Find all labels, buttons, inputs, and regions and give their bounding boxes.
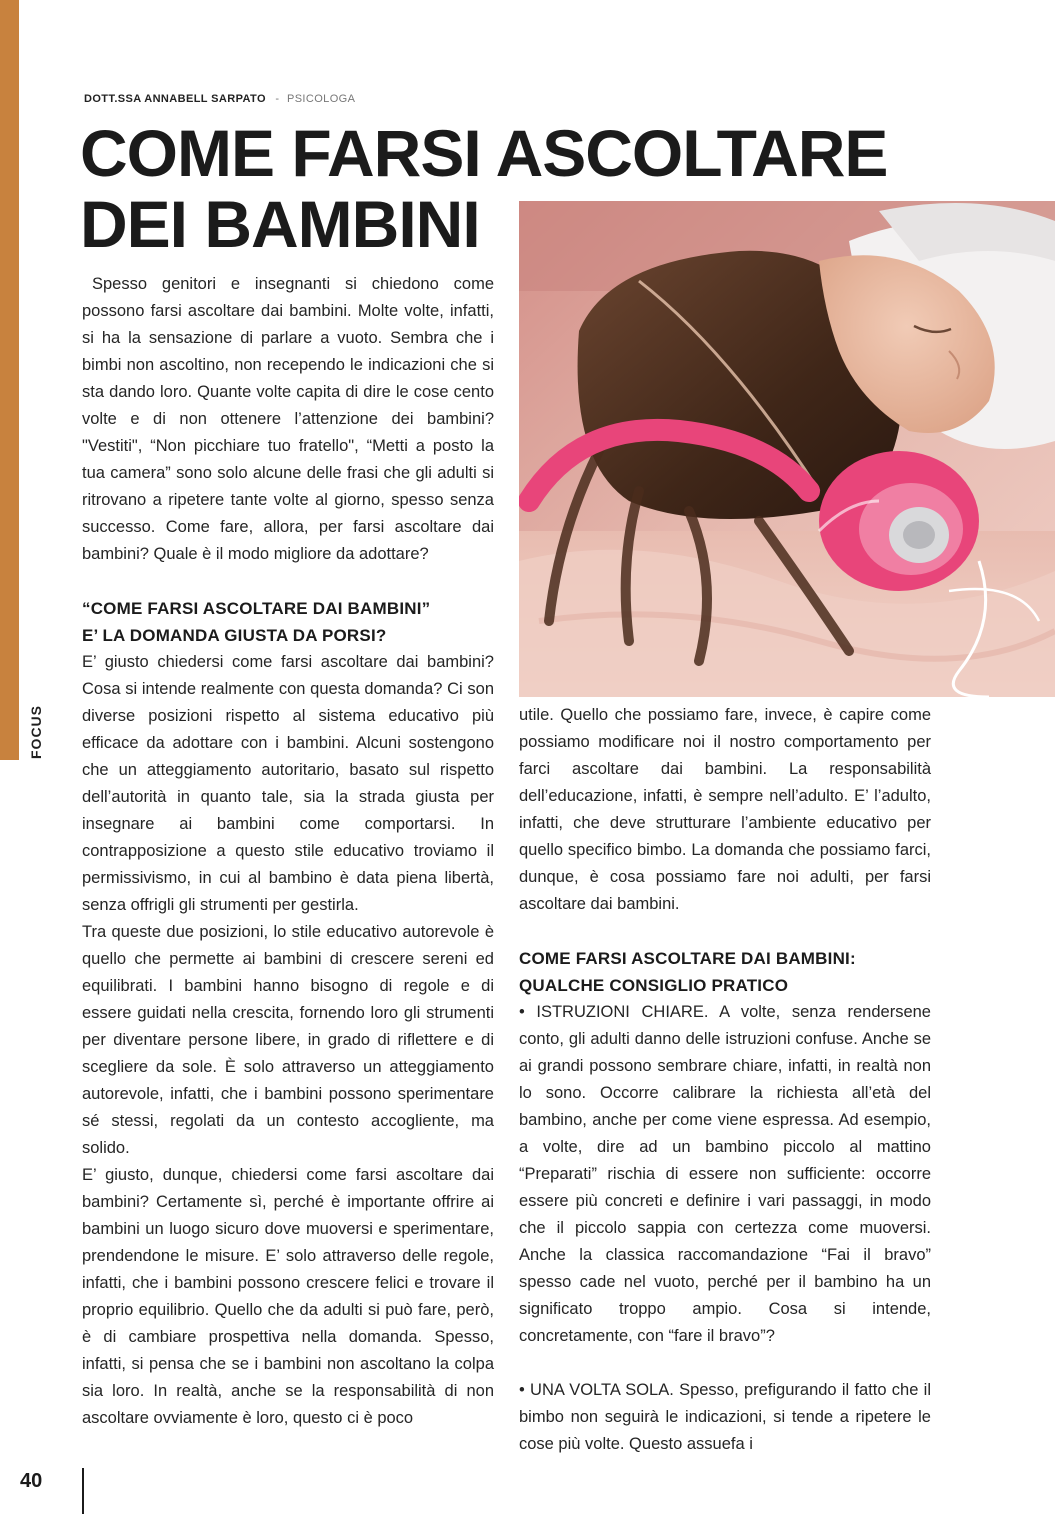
section-color-bar: [0, 0, 19, 760]
section-1-paragraph-2: Tra queste due posizioni, lo stile educativo autorevole è quello che permette ai bambini di crescere sereni ed equilibrati. I bambini hanno bisogno di regole e di essere guidati nella crescita, fornendo loro gli strumenti per diventare persone libere, in grado di riflettere e di scegliere da sole. È solo attraverso un atteggiamento autorevole, infatti, che i bambini possono sperimentare sé stessi, regolati da un contesto accogliente, ma solido.: [82, 923, 494, 1157]
article-title-line-2: DEI BAMBINI: [80, 187, 480, 261]
author-role: PSICOLOGA: [286, 93, 356, 105]
page-number-divider: [82, 1468, 84, 1514]
section-1-heading: [82, 595, 494, 649]
intro-paragraph: Spesso genitori e insegnanti si chiedono come possono farsi ascoltare dai bambini. Molte volte, infatti, si ha la sensazione di parlare a vuoto. Sembra che i bimbi non ascoltino, non recependo le indicazioni che si sta dando loro. Quante volte capita di dire le cose cento volte e di non ottenere l’attenzione dei bambini? "Vestiti", “Non picchiare tuo fratello", “Metti a posto la tua camera” sono solo alcune delle frasi che gli adulti si ritrovano a ripetere tante volte al giorno, spesso senza successo. Come fare, allora, per farsi ascoltare dai bambini? Quale è il modo migliore da adottare?: [82, 275, 494, 563]
section-2-heading-line-1: COME FARSI ASCOLTARE DAI BAMBINI:: [519, 949, 856, 968]
tip-say-it-once: • UNA VOLTA SOLA. Spesso, prefigurando il fatto che il bimbo non seguirà le indicazioni, si tende a ripetere le cose più volte. Questo assuefa i: [519, 1381, 931, 1453]
section-1-paragraph-1: E’ giusto chiedersi come farsi ascoltare dai bambini? Cosa si intende realmente con questa domanda? Ci son diverse posizioni rispetto al sistema educativo più efficace da adottare con i bambini. Alcuni sostengono che un atteggiamento autoritario, basato sul rispetto dell’autorità in quanto tale, sia la strada giusta per insegnare ai bambini come comportarsi. In contrapposizione a questo stile educativo troviamo il permissivismo, in cui al bambino è data piena libertà, senza offrigli gli strumenti per gestirla.: [82, 653, 494, 914]
section-label-text: FOCUS: [28, 705, 44, 759]
author-separator: -: [275, 93, 280, 105]
byline: [84, 93, 355, 105]
article-photo: [519, 201, 1055, 697]
right-column: [519, 702, 931, 1458]
article-title-line-1: COME FARSI ASCOLTARE: [80, 116, 888, 190]
section-2-heading-line-2: QUALCHE CONSIGLIO PRATICO: [519, 976, 789, 995]
section-1-heading-line-2: E’ LA DOMANDA GIUSTA DA PORSI?: [82, 626, 387, 645]
section-1-heading-line-1: “COME FARSI ASCOLTARE DAI BAMBINI”: [82, 599, 431, 618]
page-number: 40: [20, 1470, 43, 1492]
section-1-paragraph-3-continued: utile. Quello che possiamo fare, invece, è capire come possiamo modificare noi il nostro comportamento per farci ascoltare dai bambini. La responsabilità dell’educazione, infatti, è sempre nell’adulto. E’ l’adulto, infatti, che deve strutturare l’ambiente educativo per quello specifico bimbo. La domanda che possiamo farci, dunque, è cosa possiamo fare noi adulti, per farsi ascoltare dai bambini.: [519, 706, 931, 913]
section-2-heading: [519, 945, 931, 999]
author-name: DOTT.SSA ANNABELL SARPATO: [84, 93, 266, 105]
section-label: [22, 702, 50, 762]
left-column: [82, 271, 494, 1432]
section-1-paragraph-3: E’ giusto, dunque, chiedersi come farsi ascoltare dai bambini? Certamente sì, perché è importante offrire ai bambini un luogo sicuro dove muoversi e sperimentare, prendendone le misure. E’ solo attraverso delle regole, infatti, che i bambini possono crescere felici e trovare il proprio equilibrio. Quello che da adulti si può fare, però, è di cambiare prospettiva nella domanda. Spesso, infatti, si pensa che se i bambini non ascoltano la colpa sia loro. In realtà, anche se la responsabilità di non ascoltare ovviamente è loro, questo ci è poco: [82, 1166, 494, 1427]
girl-with-headphones-illustration: [519, 201, 1055, 697]
tip-clear-instructions: • ISTRUZIONI CHIARE. A volte, senza rendersene conto, gli adulti danno delle istruzioni confuse. Anche se ai grandi possono sembrare chiare, infatti, in realtà non lo sono. Occorre calibrare la richiesta all’età del bambino, anche per come viene espressa. Ad esempio, a volte, dire ad un bambino piccolo al mattino “Preparati” rischia di essere non sufficiente: occorre essere più concreti e definire i vari passaggi, in modo che il piccolo sappia con certezza come muoversi. Anche la classica raccomandazione “Fai il bravo” spesso cade nel vuoto, perché per il bambino ha un significato troppo ampio. Cosa si intende, concretamente, con “fare il bravo”?: [519, 1003, 931, 1345]
